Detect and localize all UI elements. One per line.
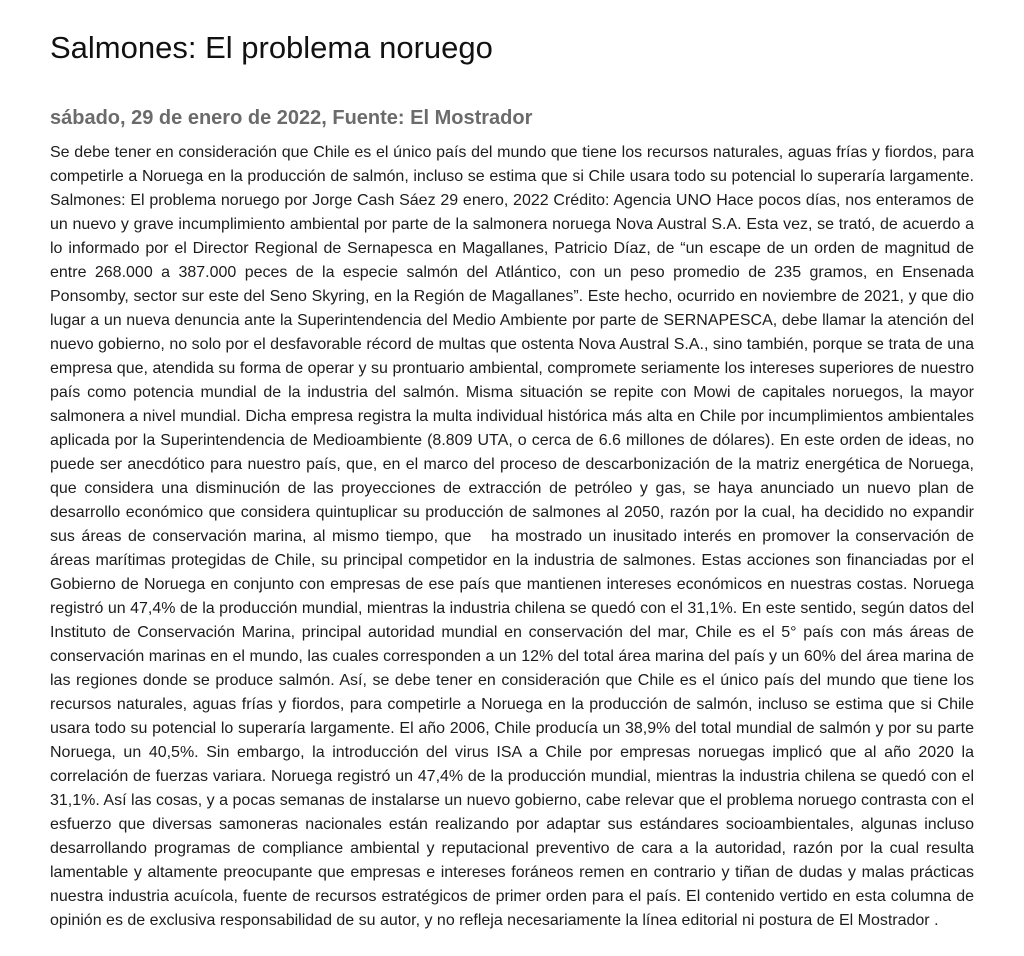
article-body: Se debe tener en consideración que Chile es el único país del mundo que tiene los recursos naturales, aguas frías y fiordos, para competirle a Noruega en la producción de salmón, incluso se estima que si Chile usara todo su potencial lo superaría largamente. Salmones: El problema noruego por Jorge Cash Sáez 29 enero, 2022 Crédito: Agencia UNO Hace pocos días, nos enteramos de un nuevo y grave incumplimiento ambiental por parte de la salmonera noruega Nova Austral S.A. Esta vez, se trató, de acuerdo a lo informado por el Director Regional de Sernapesca en Magallanes, Patricio Díaz, de “un escape de un orden de magnitud de entre 268.000 a 387.000 peces de la especie salmón del Atlántico, con un peso promedio de 235 gramos, en Ensenada Ponsomby, sector sur este del Seno Skyring, en la Región de Magallanes”. Este hecho, ocurrido en noviembre de 2021, y que dio lugar a un nueva denuncia ante la Superintendencia del Medio Ambiente por parte de SERNAPESCA, debe llamar la atención del nuevo gobierno, no solo por el desfavorable récord de multas que ostenta Nova Austral S.A., sino también, porque se trata de una empresa que, atendida su forma de operar y su prontuario ambiental, compromete seriamente los intereses superiores de nuestro país como potencia mundial de la industria del salmón. Misma situación se repite con Mowi de capitales noruegos, la mayor salmonera a nivel mundial. Dicha empresa registra la multa individual histórica más alta en Chile por incumplimientos ambientales aplicada por la Superintendencia de Medioambiente (8.809 UTA, o cerca de 6.6 millones de dólares). En este orden de ideas, no puede ser anecdótico para nuestro país, que, en el marco del proceso de descarbonización de la matriz energética de Noruega, que considera una disminución de las proyecciones de extracción de petróleo y gas, se haya anunciado un nuevo plan de desarrollo económico que considera quintuplicar su producción de salmones al 2050, razón por la cual, ha decidido no expandir sus áreas de conservación marina, al mismo tiempo, que ha mostrado un inusitado interés en promover la conservación de áreas marítimas protegidas de Chile, su principal competidor en la industria de salmones. Estas acciones son financiadas por el Gobierno de Noruega en conjunto con empresas de ese país que mantienen intereses económicos en nuestras costas. Noruega registró un 47,4% de la producción mundial, mientras la industria chilena se quedó con el 31,1%. En este sentido, según datos del Instituto de Conservación Marina, principal autoridad mundial en conservación del mar, Chile es el 5° país con más áreas de conservación marinas en el mundo, las cuales corresponden a un 12% del total área marina del país y un 60% del área marina de las regiones donde se produce salmón. Así, se debe tener en consideración que Chile es el único país del mundo que tiene los recursos naturales, aguas frías y fiordos, para competirle a Noruega en la producción de salmón, incluso se estima que si Chile usara todo su potencial lo superaría largamente. El año 2006, Chile producía un 38,9% del total mundial de salmón y por su parte Noruega, un 40,5%. Sin embargo, la introducción del virus ISA a Chile por empresas noruegas implicó que al año 2020 la correlación de fuerzas variara. Noruega registró un 47,4% de la producción mundial, mientras la industria chilena se quedó con el 31,1%. Así las cosas, y a pocas semanas de instalarse un nuevo gobierno, cabe relevar que el problema noruego contrasta con el esfuerzo que diversas samoneras nacionales están realizando por adaptar sus estándares socioambientales, algunas incluso desarrollando programas de compliance ambiental y reputacional preventivo de cara a la autoridad, razón por la cual resulta lamentable y altamente preocupante que empresas e intereses foráneos remen en contrario y tiñan de dudas y malas prácticas nuestra industria acuícola, fuente de recursos estratégicos de primer orden para el país. El contenido vertido en esta columna de opinión es de exclusiva responsabilidad de su autor, y no refleja necesariamente la línea editorial ni postura de El Mostrador . bbox=[50, 144, 974, 929]
article-title: Salmones: El problema noruego bbox=[50, 30, 493, 65]
article-dateline: sábado, 29 de enero de 2022, Fuente: El Mostrador bbox=[50, 107, 533, 129]
